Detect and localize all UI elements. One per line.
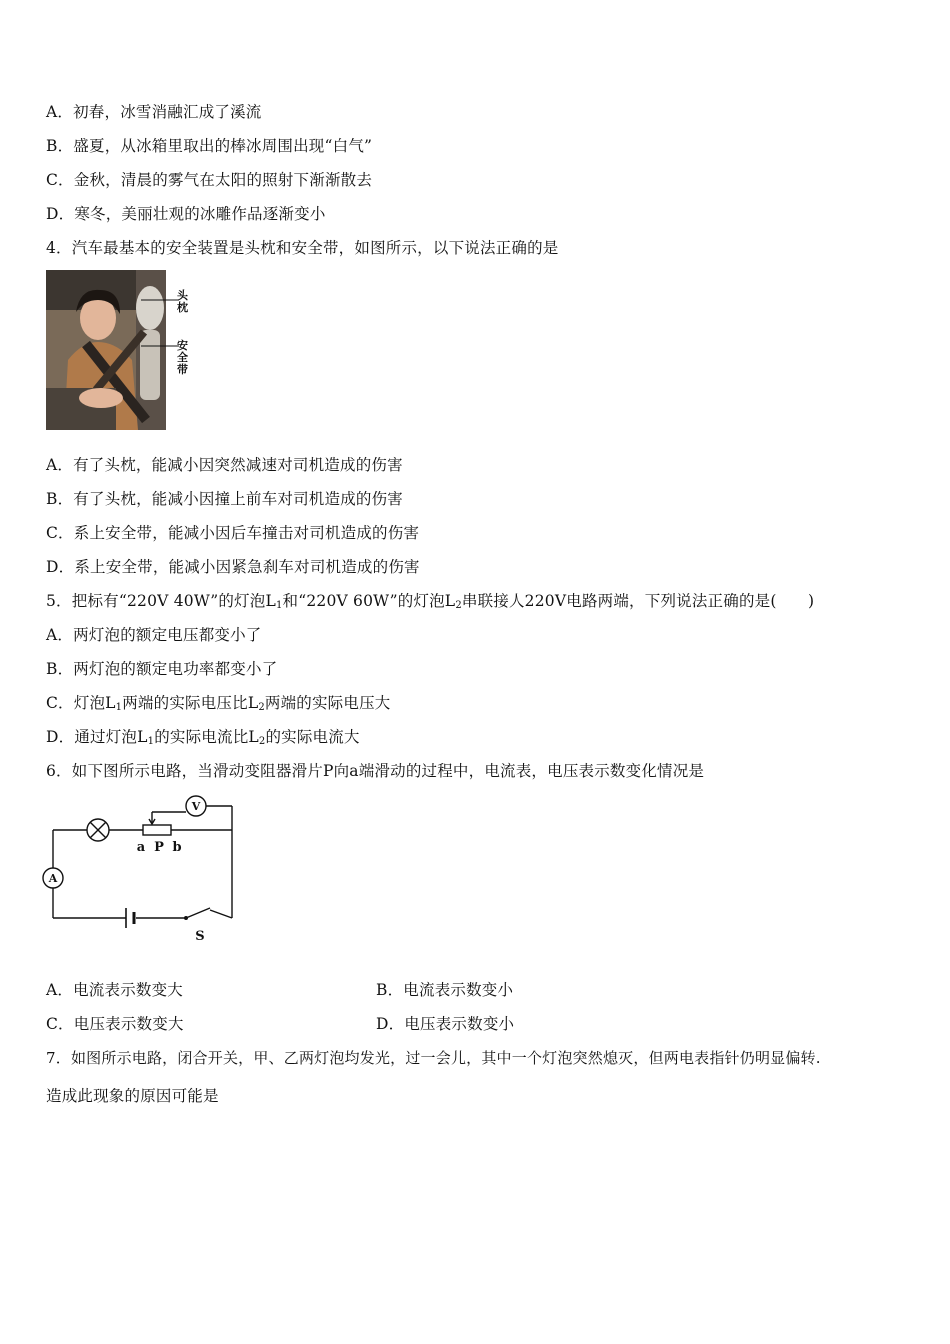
seatbelt-label: 安全带 [177, 339, 188, 376]
q5-c-part1: C．灯泡L [46, 694, 116, 712]
q5-option-c [46, 693, 390, 713]
q4-option-c: C．系上安全带，能减小因后车撞击对司机造成的伤害 [46, 524, 420, 542]
q5-stem-part2: 和“220V 60W”的灯泡L [282, 592, 456, 610]
headrest-label: 头枕 [177, 289, 188, 314]
q5-c-part2: 两端的实际电压比L [122, 694, 259, 712]
q5-d-sub2: 2 [258, 736, 266, 747]
ammeter-label: A [48, 872, 58, 885]
q7-stem-line2: 造成此现象的原因可能是 [46, 1087, 219, 1105]
q5-c-sub1: 1 [115, 702, 123, 713]
car-safety-photo [46, 270, 196, 430]
q3-option-b: B．盛夏，从冰箱里取出的棒冰周围出现“白气” [46, 137, 373, 155]
circuit-diagram [40, 792, 250, 944]
q6-option-b: B．电流表示数变小 [376, 981, 514, 999]
q5-stem-sub1: 1 [275, 600, 283, 611]
q5-c-part3: 两端的实际电压大 [264, 694, 391, 712]
q4-option-a: A．有了头枕，能减小因突然减速对司机造成的伤害 [46, 456, 403, 474]
q5-d-sub1: 1 [147, 736, 155, 747]
q6-stem: 6．如下图所示电路，当滑动变阻器滑片P向a端滑动的过程中，电流表，电压表示数变化情况是 [46, 762, 705, 780]
switch-label: S [195, 929, 205, 944]
q6-option-a: A．电流表示数变大 [46, 981, 183, 999]
q5-stem [46, 591, 814, 611]
slider-p-label: P [154, 840, 164, 855]
q3-option-d: D．寒冬，美丽壮观的冰雕作品逐渐变小 [46, 205, 326, 223]
q6-option-c: C．电压表示数变大 [46, 1015, 184, 1033]
q3-option-c: C．金秋，清晨的雾气在太阳的照射下渐渐散去 [46, 171, 373, 189]
rheostat-icon [143, 825, 171, 835]
q4-stem: 4．汽车最基本的安全装置是头枕和安全带，如图所示，以下说法正确的是 [46, 239, 559, 257]
q5-option-a: A．两灯泡的额定电压都变小了 [46, 626, 262, 644]
q3-option-a: A．初春，冰雪消融汇成了溪流 [46, 103, 262, 121]
q5-stem-sub2: 2 [455, 600, 462, 611]
q5-stem-part1: 5．把标有“220V 40W”的灯泡L [46, 592, 276, 610]
rheostat-end-a-label: a [136, 840, 146, 855]
q5-d-part1: D．通过灯泡L [46, 728, 148, 746]
q5-c-sub2: 2 [258, 702, 265, 713]
q5-d-part2: 的实际电流比L [154, 728, 259, 746]
q5-option-d [46, 727, 360, 747]
q7-stem-line1: 7．如图所示电路，闭合开关，甲、乙两灯泡均发光，过一会儿，其中一个灯泡突然熄灭，但两电表指针仍明显偏转. [46, 1049, 821, 1067]
q5-option-b: B．两灯泡的额定电功率都变小了 [46, 660, 278, 678]
voltmeter-label: V [191, 800, 201, 813]
rheostat-end-b-label: b [172, 840, 182, 855]
q4-option-b: B．有了头枕，能减小因撞上前车对司机造成的伤害 [46, 490, 403, 508]
q6-option-d: D．电压表示数变小 [376, 1015, 515, 1033]
q5-d-part3: 的实际电流大 [265, 728, 360, 746]
q5-stem-part3: 串联接人220V电路两端，下列说法正确的是( ) [461, 592, 815, 610]
q4-option-d: D．系上安全带，能减小因紧急刹车对司机造成的伤害 [46, 558, 420, 576]
switch-icon [186, 908, 210, 918]
